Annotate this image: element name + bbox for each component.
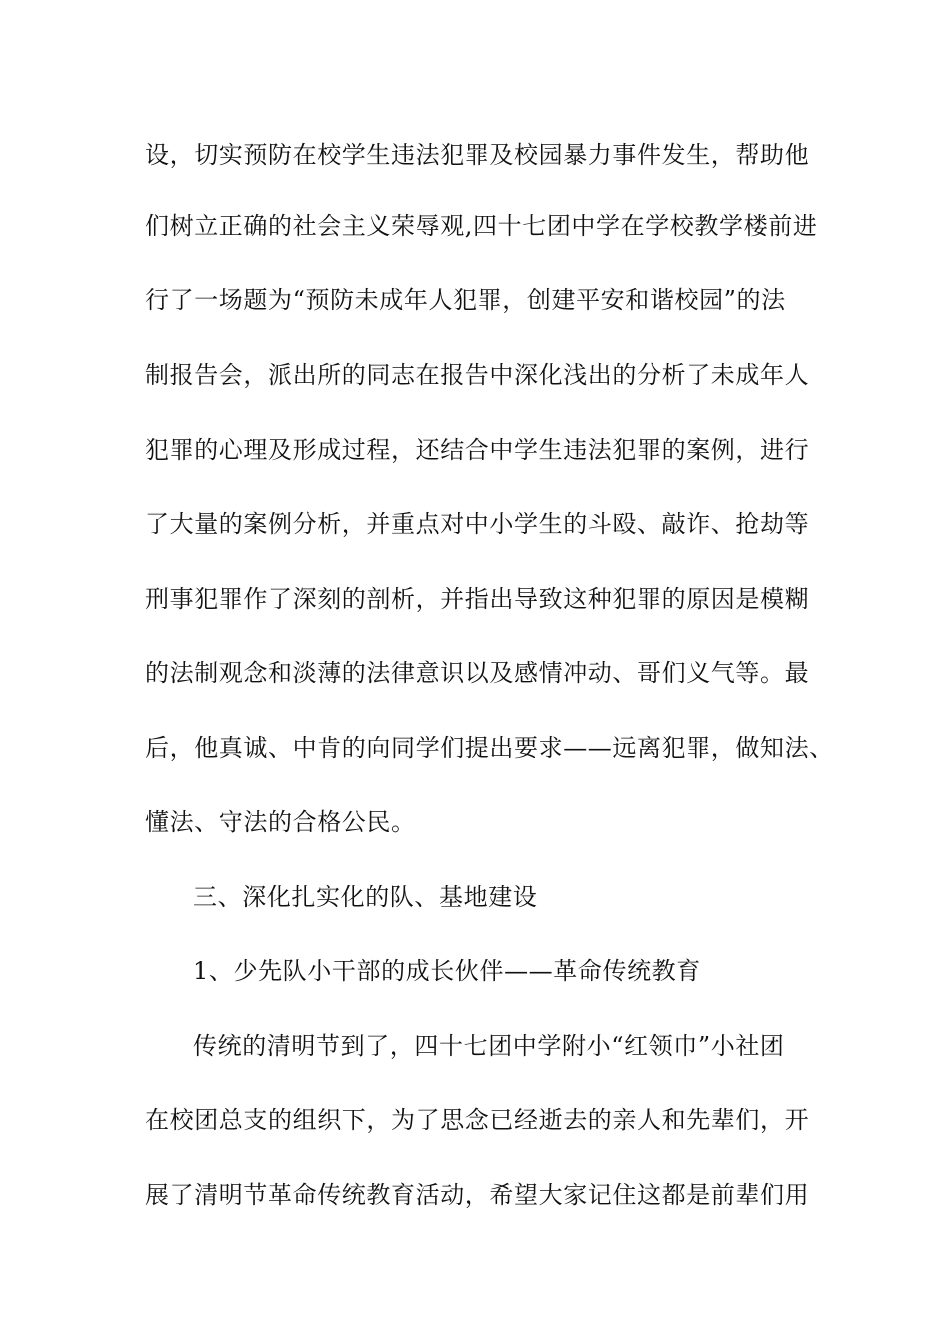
text-line: 们树立正确的社会主义荣辱观,四十七团中学在学校教学楼前进 xyxy=(145,212,818,240)
text-line: 设，切实预防在校学生违法犯罪及校园暴力事件发生，帮助他 xyxy=(145,141,810,169)
text-line: 后，他真诚、中肯的向同学们提出要求——远离犯罪，做知法、 xyxy=(145,734,834,762)
text-line: 懂法、守法的合格公民。 xyxy=(145,808,416,836)
section-heading: 三、深化扎实化的队、基地建设 xyxy=(193,883,538,911)
text-line: 行了一场题为“预防未成年人犯罪，创建平安和谐校园”的法 xyxy=(145,286,786,314)
text-line: 的法制观念和淡薄的法律意识以及感情冲动、哥们义气等。最 xyxy=(145,659,810,687)
text-line: 刑事犯罪作了深刻的剖析，并指出导致这种犯罪的原因是模糊 xyxy=(145,585,810,613)
text-line: 制报告会，派出所的同志在报告中深化浅出的分析了未成年人 xyxy=(145,361,810,389)
text-line: 传统的清明节到了，四十七团中学附小“红领巾”小社团 xyxy=(193,1032,785,1060)
text-line: 展了清明节革命传统教育活动，希望大家记住这都是前辈们用 xyxy=(145,1181,810,1209)
text-line: 在校团总支的组织下，为了思念已经逝去的亲人和先辈们，开 xyxy=(145,1106,810,1134)
text-line: 了大量的案例分析，并重点对中小学生的斗殴、敲诈、抢劫等 xyxy=(145,510,810,538)
text-line: 犯罪的心理及形成过程，还结合中学生违法犯罪的案例，进行 xyxy=(145,436,810,464)
subsection-heading: 1、少先队小干部的成长伙伴——革命传统教育 xyxy=(193,957,701,985)
